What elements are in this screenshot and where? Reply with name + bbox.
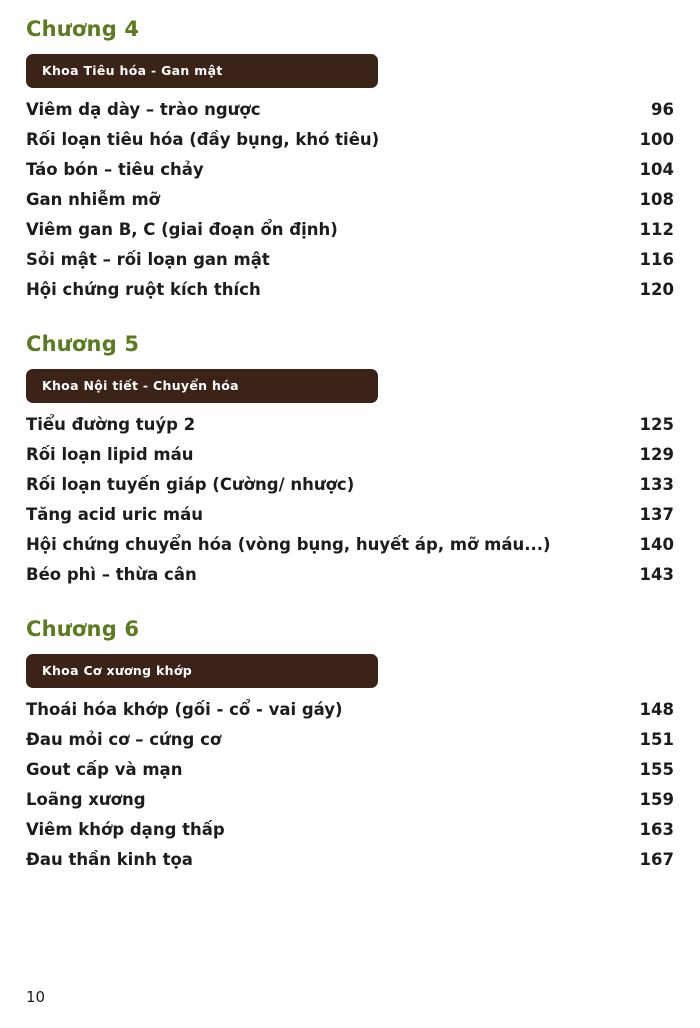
list-item[interactable] <box>26 732 674 749</box>
toc-entry-label: Viêm dạ dày – trào ngược <box>26 100 261 120</box>
list-item[interactable] <box>26 792 674 809</box>
toc-entry-label: Rối loạn tuyến giáp (Cường/ nhược) <box>26 475 355 495</box>
list-item[interactable] <box>26 222 674 239</box>
toc-entry-page: 104 <box>639 160 674 180</box>
toc-entry-label: Táo bón – tiêu chảy <box>26 160 204 180</box>
toc-entry-label: Gout cấp và mạn <box>26 760 183 780</box>
list-item[interactable] <box>26 702 674 719</box>
list-item[interactable] <box>26 567 674 584</box>
chapter-block-5 <box>26 333 674 584</box>
section-gap <box>26 312 674 333</box>
department-badge: Khoa Cơ xương khớp <box>26 654 378 688</box>
toc-entry-page: 143 <box>639 565 674 585</box>
department-badge: Khoa Nội tiết - Chuyển hóa <box>26 369 378 403</box>
chapter-title: Chương 4 <box>26 17 140 41</box>
toc-entry-page: 129 <box>639 445 674 465</box>
toc-entry-label: Tăng acid uric máu <box>26 505 203 525</box>
toc-entry-page: 167 <box>639 850 674 870</box>
chapter-title: Chương 5 <box>26 332 140 357</box>
toc-entry-page: 120 <box>639 280 674 300</box>
toc-entry-label: Thoái hóa khớp (gối - cổ - vai gáy) <box>26 700 343 720</box>
toc-entry-page: 137 <box>639 505 674 525</box>
toc-entry-label: Viêm gan B, C (giai đoạn ổn định) <box>26 220 338 240</box>
list-item[interactable] <box>26 162 674 179</box>
section-gap <box>26 597 674 618</box>
toc-entry-page: 96 <box>651 100 674 120</box>
top-spacer <box>26 0 674 18</box>
toc-entry-page: 133 <box>639 475 674 495</box>
toc-list <box>26 102 674 299</box>
list-item[interactable] <box>26 102 674 119</box>
list-item[interactable] <box>26 762 674 779</box>
toc-entry-page: 108 <box>639 190 674 210</box>
toc-entry-label: Đau thần kinh tọa <box>26 850 193 870</box>
toc-entry-label: Béo phì – thừa cân <box>26 565 197 585</box>
toc-entry-page: 148 <box>639 700 674 720</box>
chapter-block-4 <box>26 18 674 299</box>
toc-entry-page: 125 <box>639 415 674 435</box>
toc-list <box>26 702 674 869</box>
list-item[interactable] <box>26 447 674 464</box>
list-item[interactable] <box>26 507 674 524</box>
toc-entry-page: 151 <box>639 730 674 750</box>
toc-entry-label: Rối loạn tiêu hóa (đầy bụng, khó tiêu) <box>26 130 380 150</box>
toc-entry-label: Hội chứng chuyển hóa (vòng bụng, huyết áp, mỡ máu...) <box>26 535 551 555</box>
list-item[interactable] <box>26 537 674 554</box>
page-number: 10 <box>26 988 46 1006</box>
list-item[interactable] <box>26 252 674 269</box>
list-item[interactable] <box>26 132 674 149</box>
toc-entry-label: Tiểu đường tuýp 2 <box>26 415 196 435</box>
list-item[interactable] <box>26 852 674 869</box>
toc-entry-label: Loãng xương <box>26 790 146 810</box>
list-item[interactable] <box>26 417 674 434</box>
toc-entry-page: 112 <box>639 220 674 240</box>
toc-list <box>26 417 674 584</box>
toc-entry-page: 100 <box>639 130 674 150</box>
list-item[interactable] <box>26 477 674 494</box>
toc-entry-page: 163 <box>639 820 674 840</box>
toc-entry-page: 155 <box>639 760 674 780</box>
chapter-title: Chương 6 <box>26 617 140 642</box>
chapter-block-6 <box>26 618 674 869</box>
list-item[interactable] <box>26 282 674 299</box>
toc-entry-label: Viêm khớp dạng thấp <box>26 820 225 840</box>
toc-entry-page: 140 <box>639 535 674 555</box>
toc-entry-label: Sỏi mật – rối loạn gan mật <box>26 250 270 270</box>
toc-entry-label: Gan nhiễm mỡ <box>26 190 160 210</box>
list-item[interactable] <box>26 822 674 839</box>
department-badge: Khoa Tiêu hóa - Gan mật <box>26 54 378 88</box>
toc-entry-label: Rối loạn lipid máu <box>26 445 194 465</box>
toc-entry-label: Đau mỏi cơ – cứng cơ <box>26 730 222 750</box>
toc-entry-page: 116 <box>639 250 674 270</box>
toc-entry-label: Hội chứng ruột kích thích <box>26 280 261 300</box>
toc-entry-page: 159 <box>639 790 674 810</box>
list-item[interactable] <box>26 192 674 209</box>
